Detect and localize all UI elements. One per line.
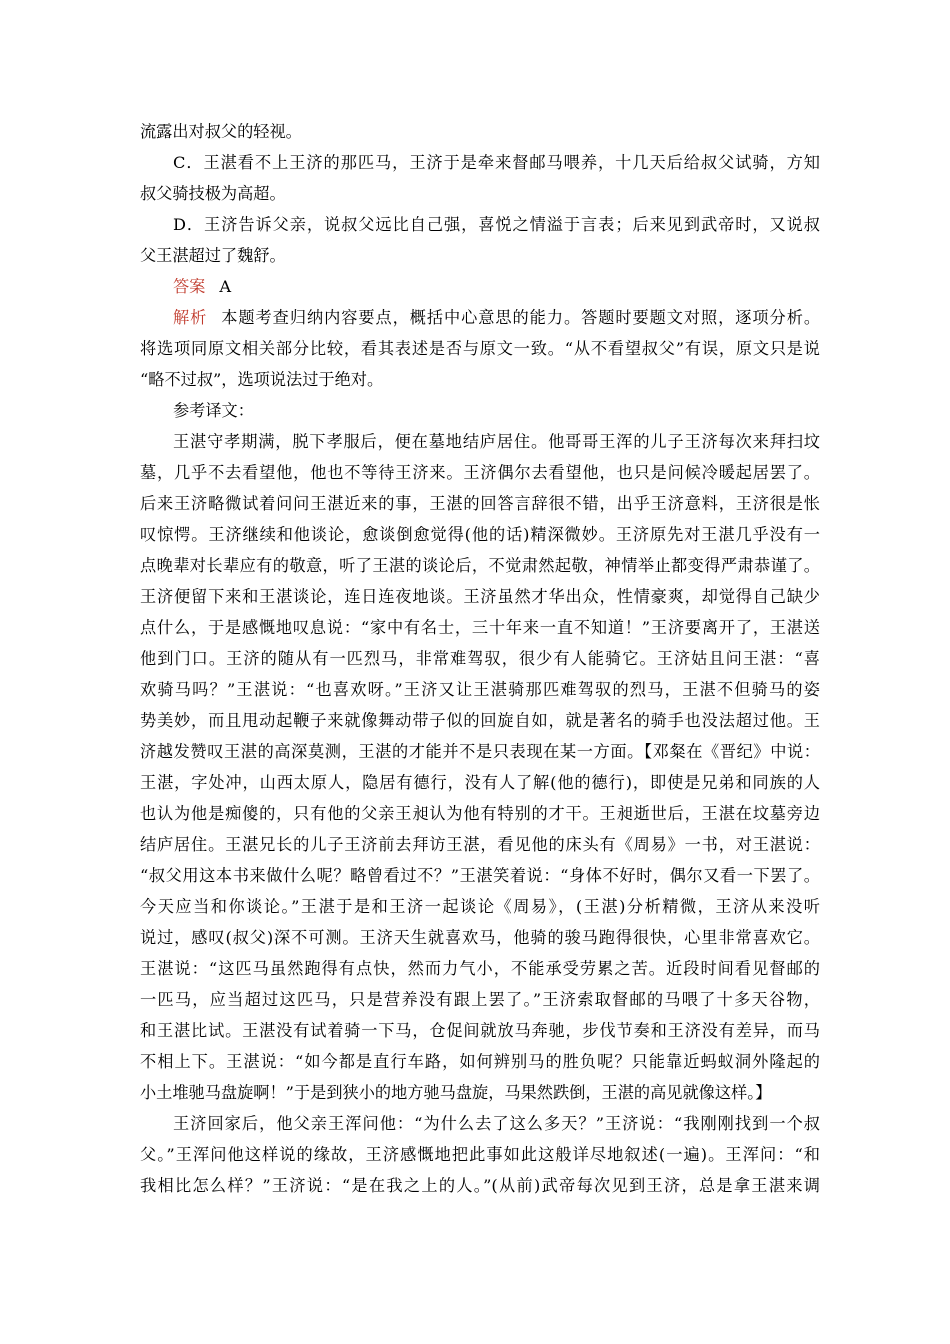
translation-p1-line-7: 点什么，于是感慨地叹息说：“家中有名士，三十年来一直不知道！”王济要离开了，王湛送 [140, 618, 820, 637]
translation-p1-line-8: 他到门口。王济的随从有一匹烈马，非常难驾驭，很少有人能骑它。王济姑且问王湛：“喜 [140, 649, 820, 668]
translation-p2-line-2: 父。”王浑问他这样说的缘故，王济感慨地把此事如此这般详尽地叙述(一遍)。王浑问：“和 [140, 1145, 820, 1164]
analysis-line-2: 将选项同原文相关部分比较，看其表述是否与原文一致。“从不看望叔父”有误，原文只是说 [140, 339, 820, 358]
translation-p1-line-16: 今天应当和你谈论。”王湛于是和王济一起谈论《周易》，(王湛)分析精微，王济从来没听 [140, 897, 820, 916]
translation-p2-line-3: 我相比怎么样？”王济说：“是在我之上的人。”(从前)武帝每次见到王济，总是拿王湛来调 [140, 1176, 820, 1195]
answer-line [140, 271, 820, 302]
translation-p1-line-2: 墓，几乎不去看望他，他也不等待王济来。王济偶尔去看望他，也只是问候冷暖起居罢了。 [140, 463, 820, 482]
analysis-line-1 [140, 302, 820, 333]
analysis-tag: 解析 [173, 308, 208, 327]
translation-p1-line-3: 后来王济略微试着问问王湛近来的事，王湛的回答言辞很不错，出乎王济意料，王济很是怅 [140, 494, 820, 513]
analysis-line-3: “略不过叔”，选项说法过于绝对。 [140, 370, 384, 389]
translation-p1-line-13: 也认为他是痴傻的，只有他的父亲王昶认为他有特别的才干。王昶逝世后，王湛在坟墓旁边 [140, 804, 820, 823]
option-c-line-2: 叔父骑技极为高超。 [140, 184, 286, 203]
document-page [140, 116, 820, 1201]
translation-p1-line-18: 王湛说：“这匹马虽然跑得有点快，然而力气小，不能承受劳累之苦。近段时间看见督邮的 [140, 959, 820, 978]
translation-p1-line-20: 和王湛比试。王湛没有试着骑一下马，仓促间就放马奔驰，步伐节奏和王济没有差异，而马 [140, 1021, 820, 1040]
translation-p1-line-10: 势美妙，而且甩动起鞭子来就像舞动带子似的回旋自如，就是著名的骑手也没法超过他。王 [140, 711, 820, 730]
translation-p1-line-1: 王湛守孝期满，脱下孝服后，便在墓地结庐居住。他哥哥王浑的儿子王济每次来拜扫坟 [173, 432, 820, 451]
translation-p1-line-12: 王湛，字处冲，山西太原人，隐居有德行，没有人了解(他的德行)，即使是兄弟和同族的人 [140, 773, 820, 792]
translation-p1-line-11: 济越发赞叹王湛的高深莫测，王湛的才能并不是只表现在某一方面。【邓粲在《晋纪》中说： [140, 742, 820, 761]
option-d-line-1: D．王济告诉父亲，说叔父远比自己强，喜悦之情溢于言表；后来见到武帝时，又说叔 [173, 215, 820, 234]
translation-p1-line-21: 不相上下。王湛说：“如今都是直行车路，如何辨别马的胜负呢？只能靠近蚂蚁洞外隆起的 [140, 1052, 820, 1071]
option-c-line-1: C．王湛看不上王济的那匹马，王济于是牵来督邮马喂养，十几天后给叔父试骑，方知 [173, 153, 820, 172]
translation-p1-line-17: 说过，感叹(叔父)深不可测。王济天生就喜欢马，他骑的骏马跑得很快，心里非常喜欢它。 [140, 928, 820, 947]
option-d-line-2: 父王湛超过了魏舒。 [140, 246, 286, 265]
translation-p1-line-5: 点晚辈对长辈应有的敬意，听了王湛的谈论后，不觉肃然起敬，神情举止都变得严肃恭谨了。 [140, 556, 820, 575]
translation-p1-line-4: 叹惊愕。王济继续和他谈论，愈谈倒愈觉得(他的话)精深微妙。王济原先对王湛几乎没有一 [140, 525, 820, 544]
translation-p1-line-19: 一匹马，应当超过这匹马，只是营养没有跟上罢了。”王济索取督邮的马喂了十多天谷物， [140, 990, 820, 1009]
option-b-tail: 流露出对叔父的轻视。 [140, 122, 302, 141]
answer-value: A [219, 277, 232, 296]
translation-heading: 参考译文： [173, 401, 254, 420]
translation-p1-line-6: 王济便留下来和王湛谈论，连日连夜地谈。王济虽然才华出众，性情豪爽，却觉得自己缺少 [140, 587, 820, 606]
translation-p1-line-15: “叔父用这本书来做什么呢？略曾看过不？”王湛笑着说：“身体不好时，偶尔又看一下罢了。 [140, 866, 820, 885]
translation-p1-line-14: 结庐居住。王湛兄长的儿子王济前去拜访王湛，看见他的床头有《周易》一书，对王湛说： [140, 835, 820, 854]
answer-tag: 答案 [173, 277, 206, 296]
analysis-text-1: 本题考查归纳内容要点，概括中心意思的能力。答题时要题文对照，逐项分析。 [221, 308, 820, 327]
translation-p2-line-1: 王济回家后，他父亲王浑问他：“为什么去了这么多天？”王济说：“我刚刚找到一个叔 [173, 1114, 820, 1133]
translation-p1-line-9: 欢骑马吗？”王湛说：“也喜欢呀。”王济又让王湛骑那匹难驾驭的烈马，王湛不但骑马的姿 [140, 680, 820, 699]
translation-p1-line-22: 小土堆驰马盘旋啊！”于是到狭小的地方驰马盘旋，马果然跌倒，王湛的高见就像这样。】 [140, 1083, 772, 1102]
